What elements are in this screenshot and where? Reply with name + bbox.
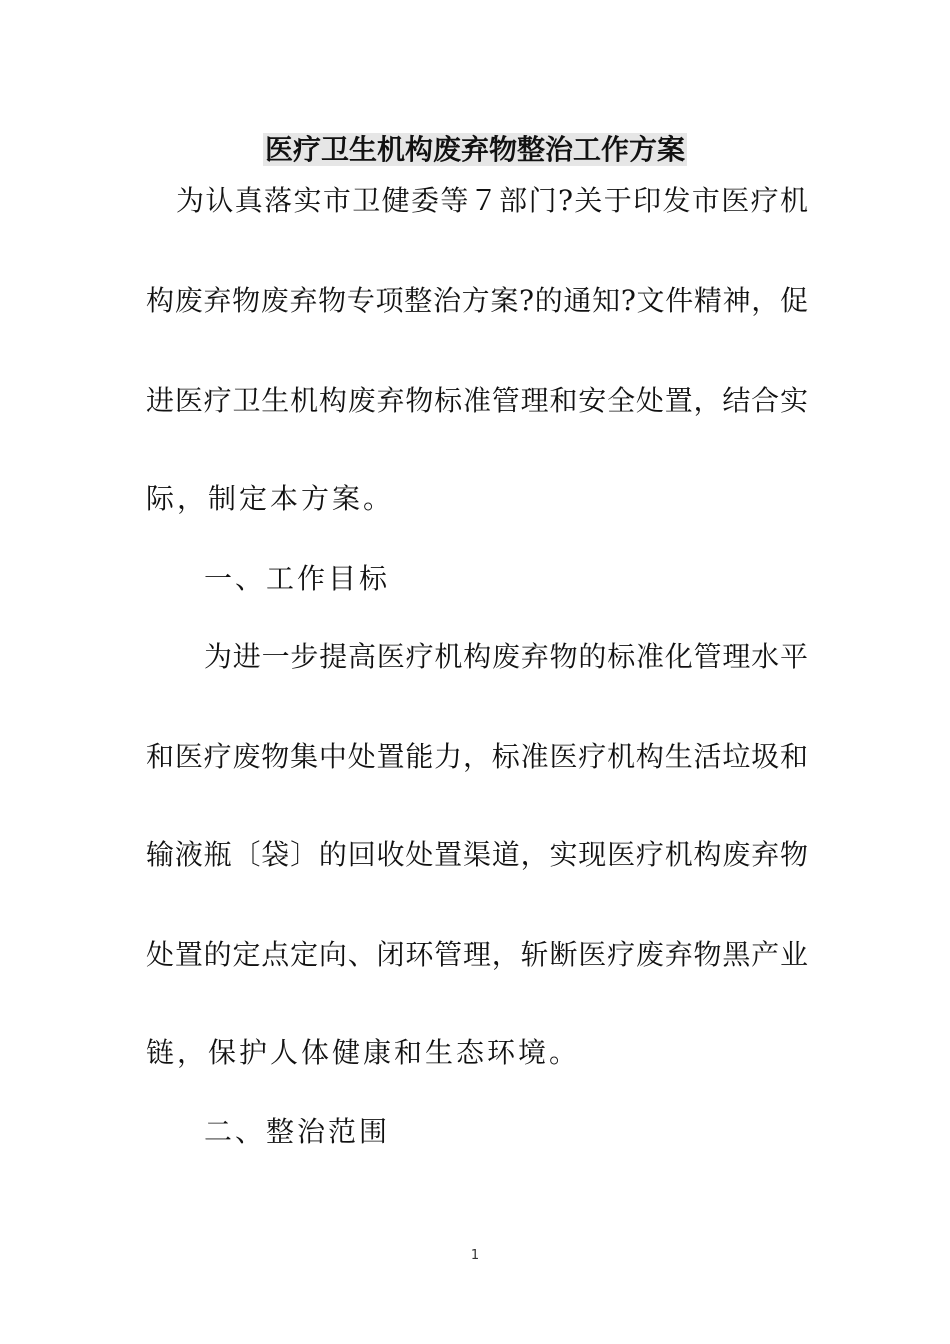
page-number: 1 <box>470 1248 480 1263</box>
document-title-text: 医疗卫生机构废弃物整治工作方案 <box>264 133 685 166</box>
paragraph-1-line-1: 为认真落实市卫健委等７部门?关于印发市医疗机 <box>176 184 808 217</box>
paragraph-1-line-4: 际，制定本方案。 <box>146 482 395 515</box>
paragraph-1-line-2: 构废弃物废弃物专项整治方案?的通知?文件精神，促 <box>146 284 808 317</box>
paragraph-2-line-1: 为进一步提高医疗机构废弃物的标准化管理水平 <box>204 640 808 673</box>
paragraph-1-line-3: 进医疗卫生机构废弃物标准管理和安全处置，结合实 <box>146 384 808 417</box>
paragraph-2-line-5: 链，保护人体健康和生态环境。 <box>146 1036 581 1069</box>
document-title <box>0 128 950 172</box>
section-heading-2: 二、整治范围 <box>204 1115 391 1148</box>
paragraph-2-line-3: 输液瓶〔袋〕的回收处置渠道，实现医疗机构废弃物 <box>146 838 808 871</box>
paragraph-2-line-4: 处置的定点定向、闭环管理，斩断医疗废弃物黑产业 <box>146 938 808 971</box>
paragraph-2-line-2: 和医疗废物集中处置能力，标准医疗机构生活垃圾和 <box>146 740 808 773</box>
section-heading-1: 一、工作目标 <box>204 562 391 595</box>
